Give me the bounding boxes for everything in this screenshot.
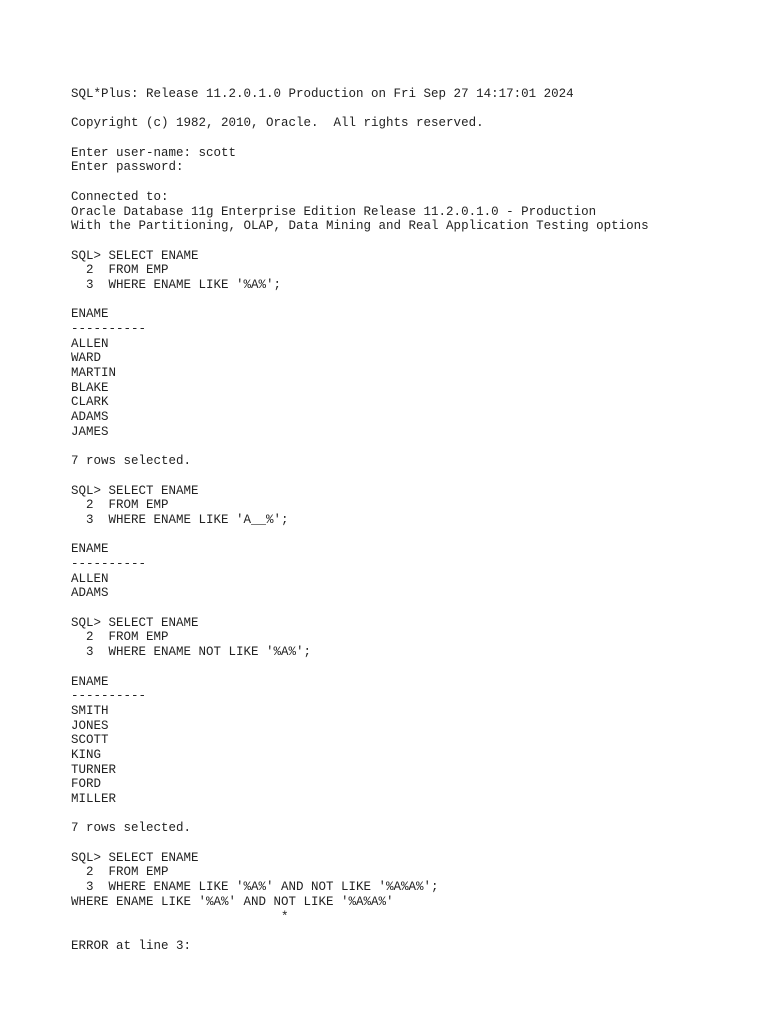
terminal-line <box>71 293 751 308</box>
terminal-line: SCOTT <box>71 733 109 748</box>
terminal-line: ERROR at line 3: <box>71 938 192 953</box>
terminal-line: 2 FROM EMP <box>71 630 169 645</box>
terminal-line: Enter user-name: scott <box>71 145 237 160</box>
terminal-line: 2 FROM EMP <box>71 498 169 513</box>
terminal-line: SQL> SELECT ENAME <box>71 483 199 498</box>
terminal-line: Oracle Database 11g Enterprise Edition Release 11.2.0.1.0 - Production <box>71 204 597 219</box>
terminal-line <box>71 102 751 117</box>
terminal-line: SQL> SELECT ENAME <box>71 615 199 630</box>
terminal-line: SQL> SELECT ENAME <box>71 850 199 865</box>
terminal-line: SQL*Plus: Release 11.2.0.1.0 Production on Fri Sep 27 14:17:01 2024 <box>71 87 574 101</box>
terminal-line <box>71 528 751 543</box>
terminal-line <box>71 131 751 146</box>
terminal-line: 3 WHERE ENAME LIKE 'A__%'; <box>71 512 289 527</box>
terminal-line: ADAMS <box>71 410 109 425</box>
terminal-line: ENAME <box>71 307 109 322</box>
terminal-line: 2 FROM EMP <box>71 263 169 278</box>
terminal-line: Enter password: <box>71 160 184 175</box>
terminal-line: SQL> SELECT ENAME <box>71 248 199 263</box>
terminal-line: 7 rows selected. <box>71 821 192 836</box>
terminal-line: Copyright (c) 1982, 2010, Oracle. All rights reserved. <box>71 116 484 131</box>
terminal-line: JAMES <box>71 424 109 439</box>
terminal-line <box>71 924 751 939</box>
terminal-line: 3 WHERE ENAME NOT LIKE '%A%'; <box>71 645 312 660</box>
terminal-line <box>71 807 751 822</box>
terminal-line: ---------- <box>71 557 147 571</box>
terminal-line: CLARK <box>71 395 109 410</box>
terminal-line <box>71 469 751 484</box>
terminal-line: 7 rows selected. <box>71 454 192 469</box>
terminal-line: ENAME <box>71 674 109 689</box>
terminal-line: WHERE ENAME LIKE '%A%' AND NOT LIKE '%A%A%' <box>71 894 394 909</box>
terminal-line: WARD <box>71 351 102 366</box>
terminal-line: * <box>71 909 289 924</box>
terminal-line: TURNER <box>71 762 117 777</box>
terminal-line: FORD <box>71 777 102 792</box>
terminal-line: ADAMS <box>71 586 109 601</box>
terminal-line <box>71 601 751 616</box>
sqlplus-terminal-output[interactable] <box>71 87 751 954</box>
terminal-line: MILLER <box>71 792 117 806</box>
terminal-line <box>71 175 751 190</box>
terminal-line: 2 FROM EMP <box>71 865 169 880</box>
terminal-line: SMITH <box>71 703 109 718</box>
terminal-line: With the Partitioning, OLAP, Data Mining and Real Application Testing options <box>71 219 649 234</box>
terminal-line <box>71 836 751 851</box>
terminal-line: ---------- <box>71 689 147 704</box>
terminal-line: ALLEN <box>71 571 109 586</box>
terminal-line: MARTIN <box>71 366 117 381</box>
terminal-line: JONES <box>71 718 109 733</box>
terminal-line: 3 WHERE ENAME LIKE '%A%' AND NOT LIKE '%A%A%'; <box>71 880 439 895</box>
terminal-line <box>71 234 751 249</box>
terminal-line: Connected to: <box>71 189 169 204</box>
terminal-line <box>71 440 751 455</box>
terminal-line: 3 WHERE ENAME LIKE '%A%'; <box>71 277 282 292</box>
terminal-line: ENAME <box>71 542 109 557</box>
terminal-line: KING <box>71 747 102 762</box>
terminal-line: ---------- <box>71 322 147 336</box>
terminal-line: BLAKE <box>71 380 109 395</box>
terminal-line: ALLEN <box>71 336 109 351</box>
terminal-line <box>71 660 751 675</box>
